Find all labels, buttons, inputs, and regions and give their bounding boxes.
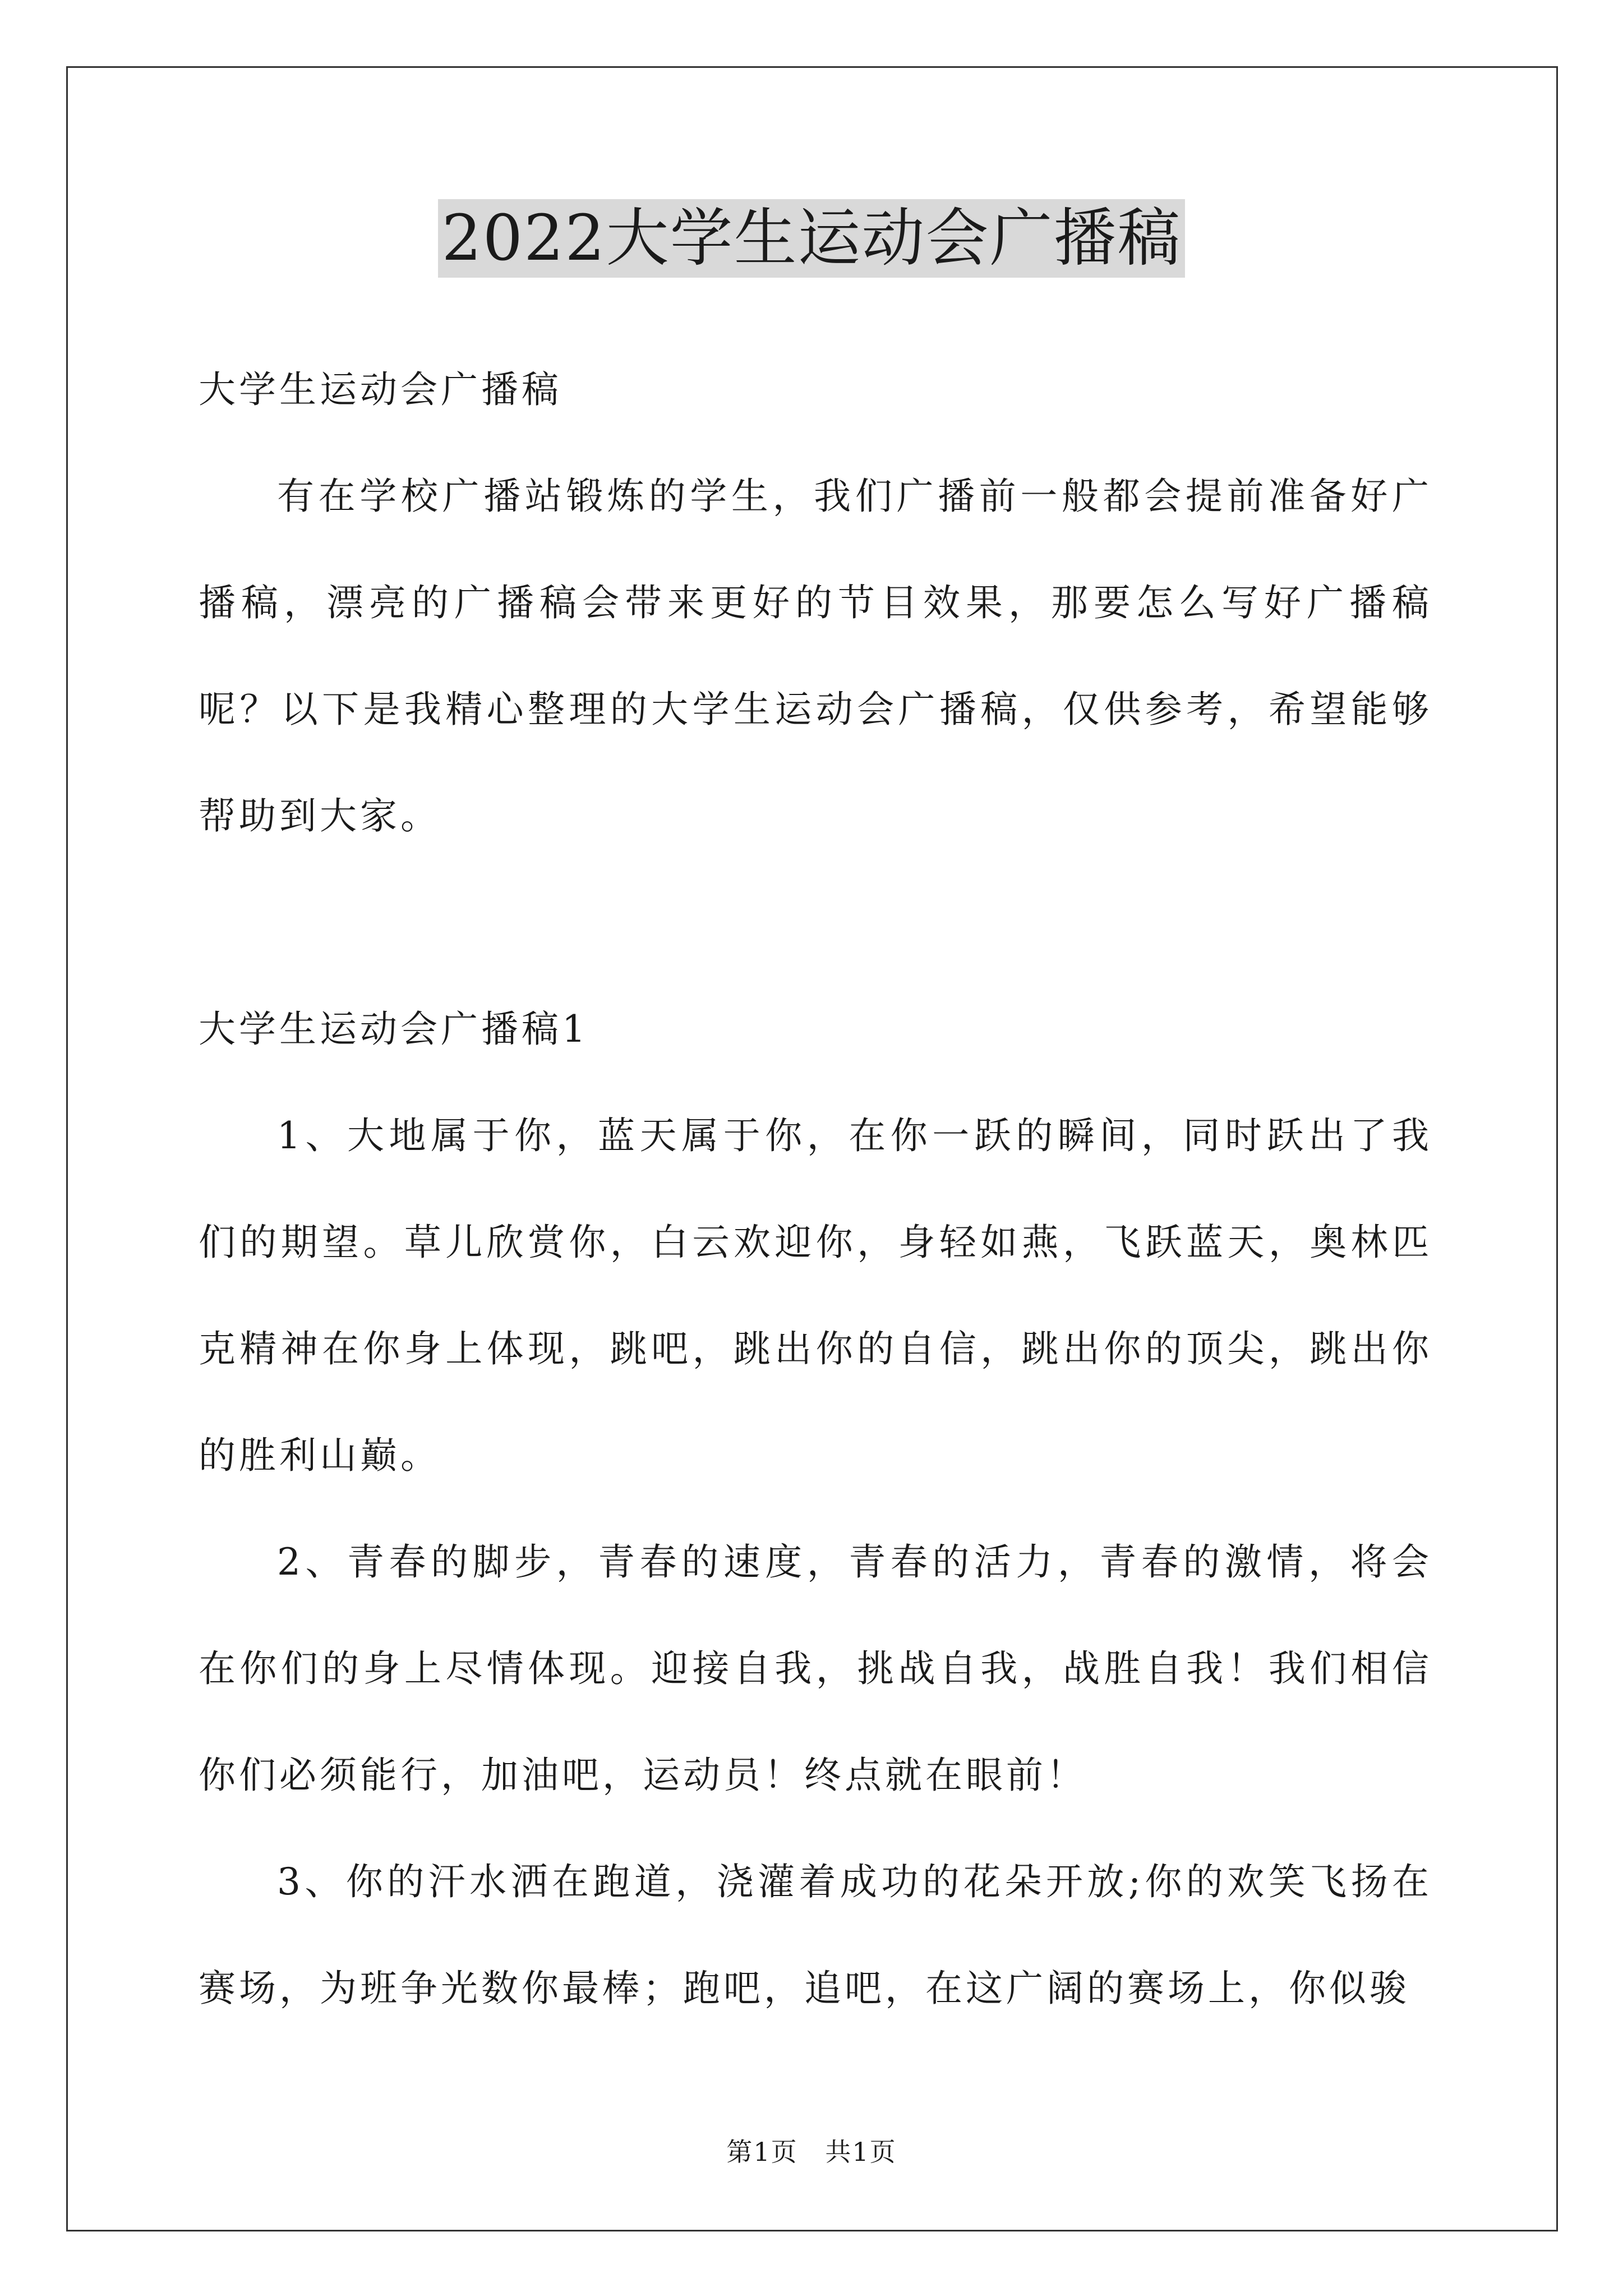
intro-paragraph: 有在学校广播站锻炼的学生，我们广播前一般都会提前准备好广播稿，漂亮的广播稿会带来更好的节目效果，那要怎么写好广播稿呢？以下是我精心整理的大学生运动会广播稿，仅供参考，希望能够帮助到大家。	[199, 475, 1432, 838]
section-spacer	[199, 869, 1432, 976]
subtitle: 大学生运动会广播稿	[199, 368, 562, 411]
paragraph-1: 1、大地属于你，蓝天属于你，在你一跃的瞬间，同时跃出了我们的期望。草儿欣赏你，白云欢迎你，身轻如燕，飞跃蓝天，奥林匹克精神在你身上体现，跳吧，跳出你的自信，跳出你的顶尖，跳出你的胜利山巅。	[199, 1114, 1432, 1477]
page-total: 共1页	[825, 2137, 897, 2167]
page-footer	[0, 2132, 1623, 2169]
paragraph-3: 3、你的汗水洒在跑道，浇灌着成功的花朵开放;你的欢笑飞扬在赛场，为班争光数你最棒；跑吧，追吧，在这广阔的赛场上，你似骏	[199, 1860, 1432, 2010]
title-container	[0, 199, 1623, 278]
section-heading: 大学生运动会广播稿1	[199, 1007, 589, 1051]
document-title: 2022大学生运动会广播稿	[438, 199, 1184, 278]
paragraph-2: 2、青春的脚步，青春的速度，青春的活力，青春的激情，将会在你们的身上尽情体现。迎接自我，挑战自我，战胜自我！我们相信你们必须能行，加油吧，运动员！终点就在眼前！	[199, 1540, 1432, 1797]
page-number: 第1页	[726, 2137, 798, 2167]
document-body	[199, 337, 1432, 2042]
